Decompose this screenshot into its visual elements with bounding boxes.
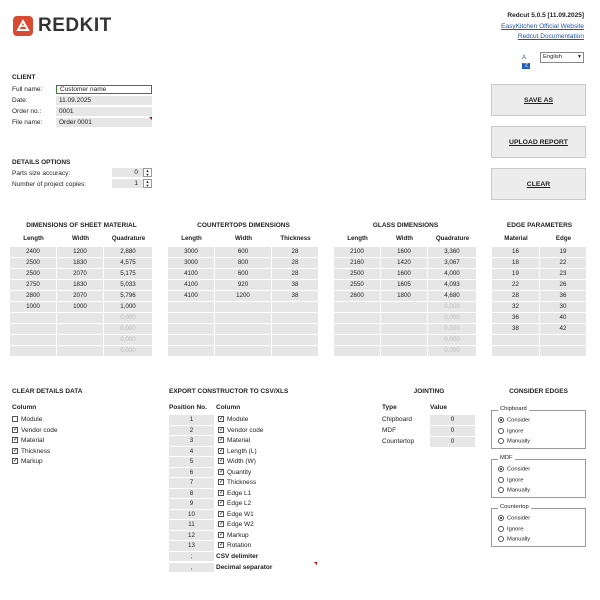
glass-cell: 0,000 [428,324,476,334]
edge-cell[interactable]: 32 [492,302,539,312]
sheet-cell: 0,000 [104,313,152,323]
edge-option-radio[interactable] [498,438,530,445]
countertops-title: COUNTERTOPS DIMENSIONS [197,222,290,229]
export-column-option[interactable] [218,479,256,486]
sheet-cell[interactable]: 1000 [10,302,56,312]
sheet-column-header: Quadrature [111,235,146,242]
jointing-value-input[interactable]: 0 [430,426,475,436]
countertops-cell[interactable] [168,335,214,345]
stepper-arrows-icon[interactable]: ▲ ▼ [143,179,152,188]
export-column-label: Thickness [227,479,257,486]
sheet-cell[interactable]: 2400 [10,247,56,257]
edge-cell[interactable]: 19 [492,269,539,279]
countertops-cell[interactable]: 28 [272,258,318,268]
official-website-link[interactable]: EasyKitchen Official Website [501,23,584,30]
edge-option-radio[interactable] [498,487,530,494]
edge-option-radio[interactable] [498,466,530,473]
edge-option-radio[interactable] [498,417,530,424]
accuracy-stepper[interactable] [112,168,152,177]
decimal-separator-label: Decimal separator [216,563,273,571]
comment-marker [314,562,317,565]
export-column-label: Edge L1 [227,489,252,497]
export-column-label: Vendor code [227,426,264,434]
checkbox-checked-icon[interactable]: ✓ [13,447,19,454]
countertops-cell[interactable] [215,324,271,334]
clear-details-title: CLEAR DETAILS DATA [12,388,83,395]
countertops-cell[interactable] [168,324,214,334]
save-as-button[interactable]: SAVE AS [491,84,586,116]
checkbox-checked-icon[interactable]: ✓ [219,416,225,423]
radio-selected-icon[interactable] [498,417,504,423]
export-position-cell[interactable]: 3 [169,436,214,446]
consider-edges-group [491,455,586,498]
radio-unselected-icon[interactable] [498,428,504,434]
stepper-arrows-icon[interactable]: ▲ ▼ [143,168,152,177]
sheet-column-header: Length [23,235,44,242]
glass-column-header: Quadrature [435,235,470,242]
export-column-option[interactable] [218,469,251,476]
sheet-cell[interactable]: 1200 [57,247,103,257]
countertops-column-header: Length [181,235,202,242]
documentation-link[interactable]: Redcut Documentation [517,33,584,40]
export-column-label: Edge W1 [227,510,254,518]
edge-option-radio[interactable] [498,536,530,543]
glass-cell[interactable]: 1600 [381,269,427,279]
sheet-cell: 4,575 [104,258,152,268]
glass-cell: 0,000 [428,302,476,312]
edge-cell[interactable]: 36 [492,313,539,323]
client-field-input[interactable]: Customer name [56,85,152,94]
clear-option-label: Markup [21,458,43,465]
edge-cell[interactable]: 19 [540,247,586,257]
export-position-cell[interactable]: 11 [169,520,214,530]
countertops-cell[interactable]: 800 [215,258,271,268]
clear-option-label: Thickness [21,447,51,455]
client-label: File name: [12,119,43,126]
export-position-cell[interactable]: 13 [169,541,214,551]
clear-option-label: Module [21,416,43,423]
edge-option-label: Manually [507,438,531,445]
group-legend: Countertop [500,504,529,510]
edge-cell[interactable]: 26 [540,280,586,290]
checkbox-checked-icon[interactable]: ✓ [219,437,225,444]
glass-cell: 3,067 [428,258,476,268]
clear-option-label: Material [21,437,45,444]
glass-cell: 0,000 [428,335,476,345]
sheet-cell: 0,000 [104,324,152,334]
radio-selected-icon[interactable] [498,515,504,521]
accuracy-value: 0 [134,169,138,176]
comment-marker [149,117,152,120]
glass-cell[interactable]: 1605 [381,280,427,290]
countertops-cell[interactable]: 600 [215,269,271,279]
glass-title: GLASS DIMENSIONS [372,222,439,229]
export-column-label: Quantity [227,468,252,476]
sheet-cell[interactable]: 2070 [57,269,103,279]
edge-cell[interactable]: 28 [492,291,539,301]
edge-cell[interactable]: 30 [540,302,586,312]
sheet-cell[interactable] [57,324,103,334]
redkit-logo-icon [12,15,34,37]
edge-column-header: Edge [555,235,572,242]
client-field-input[interactable]: 11.09.2025 [56,96,152,105]
jointing-type-label: Countertop [382,438,415,445]
glass-cell: 4,000 [428,269,476,279]
export-column-option[interactable] [218,490,251,497]
export-column-label: Edge W2 [227,521,254,528]
countertops-cell[interactable] [272,302,318,312]
accuracy-label: Parts size accuracy: [12,170,71,177]
export-position-cell[interactable]: 10 [169,510,214,520]
export-position-cell[interactable]: 2 [169,426,214,436]
export-column-option[interactable] [218,542,251,549]
chevron-down-icon: ▼ [577,54,582,60]
edge-title: EDGE PARAMETERS [506,222,573,229]
export-column-label: Material [227,437,251,444]
export-column-option[interactable] [218,511,254,518]
glass-cell: 4,680 [428,291,476,301]
client-title: CLIENT [12,74,36,81]
export-position-cell[interactable]: 5 [169,457,214,467]
radio-unselected-icon[interactable] [498,477,504,483]
export-column-option[interactable] [218,437,250,444]
edge-cell[interactable] [492,346,539,356]
csv-delimiter-input[interactable]: ; [169,552,214,562]
checkbox-unchecked-icon[interactable] [12,416,18,422]
sheet-cell[interactable]: 2800 [10,291,56,301]
edge-cell[interactable]: 38 [492,324,539,334]
edge-option-radio[interactable] [498,526,523,533]
glass-cell[interactable]: 2100 [334,247,380,257]
glass-cell[interactable]: 2500 [334,269,380,279]
export-column-option[interactable] [218,500,251,507]
edge-cell[interactable]: 16 [492,247,539,257]
edge-cell[interactable]: 22 [540,258,586,268]
radio-selected-icon[interactable] [498,466,504,472]
sheet-cell: 5,175 [104,269,152,279]
clear-option[interactable] [12,427,58,434]
edge-option-label: Ignore [507,428,524,435]
sheet-cell[interactable]: 1830 [57,280,103,290]
glass-cell[interactable]: 2600 [334,291,380,301]
sheet-cell: 5,796 [104,291,152,301]
countertops-column-header: Thickness [280,235,311,242]
export-column-label: Module [227,416,249,423]
export-column-option[interactable] [218,532,249,539]
edge-option-label: Consider [507,466,531,473]
edge-option-label: Consider [507,417,531,424]
checkbox-checked-icon[interactable]: ✓ [219,489,225,496]
version-label: Redcut 5.0.5 [11.09.2025] [507,12,584,19]
edge-cell[interactable] [540,335,586,345]
countertops-cell[interactable] [215,302,271,312]
export-column-label: Length (L) [227,447,257,455]
edge-cell[interactable]: 23 [540,269,586,279]
edge-cell[interactable]: 42 [540,324,586,334]
checkbox-checked-icon[interactable]: ✓ [219,500,225,507]
jointing-title: JOINTING [413,388,445,395]
countertops-cell[interactable]: 4100 [168,269,214,279]
sheet-cell[interactable]: 1000 [57,302,103,312]
sheet-cell: 2,880 [104,247,152,257]
group-legend: Chipboard [500,406,527,412]
export-column-option[interactable] [218,458,256,465]
checkbox-checked-icon[interactable]: ✓ [219,447,225,454]
countertops-cell[interactable]: 28 [272,247,318,257]
group-legend: MDF [500,455,513,461]
glass-column-header: Length [347,235,368,242]
sheet-cell[interactable]: 1830 [57,258,103,268]
edge-option-label: Ignore [507,477,524,484]
sheet-cell: 1,000 [104,302,152,312]
countertops-cell[interactable] [272,335,318,345]
edge-column-header: Material [504,235,528,242]
checkbox-checked-icon[interactable]: ✓ [219,521,225,528]
countertops-cell[interactable] [215,346,271,356]
clear-option[interactable] [12,416,42,423]
sheet-cell[interactable] [10,346,56,356]
glass-column-header: Width [395,235,414,242]
edge-option-label: Manually [507,536,531,543]
glass-cell[interactable] [334,324,380,334]
checkbox-checked-icon[interactable]: ✓ [219,542,225,549]
export-column-option[interactable] [218,427,264,434]
logo-text: REDKIT [38,15,112,36]
radio-unselected-icon[interactable] [498,526,504,532]
sheet-cell[interactable]: 2070 [57,291,103,301]
upload-report-button[interactable]: UPLOAD REPORT [491,126,586,158]
jointing-value-input[interactable]: 0 [430,415,475,425]
export-position-cell[interactable]: 7 [169,478,214,488]
checkbox-checked-icon[interactable]: ✓ [13,426,19,433]
countertops-cell[interactable]: 600 [215,247,271,257]
export-position-header: Position No. [169,404,207,411]
glass-cell: 0,000 [428,313,476,323]
language-select[interactable]: English ▼ [540,52,584,63]
sheet-cell[interactable]: 2750 [10,280,56,290]
edge-cell[interactable]: 18 [492,258,539,268]
export-column-option[interactable] [218,521,254,528]
jointing-value-header: Value [430,404,447,411]
glass-cell[interactable] [334,346,380,356]
glass-cell[interactable] [381,302,427,312]
export-position-cell[interactable]: 1 [169,415,214,425]
glass-cell[interactable]: 2160 [334,258,380,268]
countertops-cell[interactable] [215,335,271,345]
details-options-title: DETAILS OPTIONS [12,159,71,166]
decimal-separator-input[interactable]: , [169,563,214,573]
checkbox-checked-icon[interactable]: ✓ [219,468,225,475]
client-field-input[interactable]: 0001 [56,107,152,116]
export-position-cell[interactable]: 4 [169,447,214,457]
glass-cell[interactable] [381,346,427,356]
edge-cell[interactable]: 40 [540,313,586,323]
export-column-label: Edge L2 [227,500,252,507]
countertops-cell[interactable]: 1200 [215,291,271,301]
clear-option[interactable] [12,448,50,455]
countertops-cell[interactable]: 920 [215,280,271,290]
glass-cell: 0,000 [428,346,476,356]
countertops-column-header: Width [234,235,253,242]
edge-cell[interactable] [492,335,539,345]
export-column-label: Rotation [227,542,252,549]
clear-option[interactable] [12,458,43,465]
jointing-type-header: Type [382,404,397,411]
edge-option-radio[interactable] [498,515,530,522]
edge-cell[interactable]: 22 [492,280,539,290]
export-column-header: Column [216,404,241,411]
sheet-cell[interactable] [57,335,103,345]
client-label: Date: [12,97,28,104]
checkbox-checked-icon[interactable]: ✓ [13,437,19,444]
csv-delimiter-label: CSV delimiter [216,552,259,560]
clear-column-header: Column [12,404,37,411]
checkbox-checked-icon[interactable]: ✓ [13,458,19,465]
export-title: EXPORT CONSTRUCTOR TO CSV/XLS [169,388,289,395]
sheet-cell: 0,000 [104,346,152,356]
countertops-cell[interactable] [168,346,214,356]
sheet-cell: 5,033 [104,280,152,290]
export-position-cell[interactable]: 8 [169,489,214,499]
countertops-cell[interactable] [272,346,318,356]
glass-cell[interactable]: 1600 [381,247,427,257]
sheet-cell[interactable] [10,313,56,323]
copies-stepper[interactable] [112,179,152,188]
glass-cell: 3,360 [428,247,476,257]
clear-option-label: Vendor code [21,426,58,434]
glass-cell[interactable]: 2550 [334,280,380,290]
checkbox-checked-icon[interactable]: ✓ [219,510,225,517]
countertops-cell[interactable]: 28 [272,269,318,279]
consider-edges-group [491,504,586,547]
glass-cell[interactable] [334,302,380,312]
export-column-label: Width (W) [227,458,256,465]
radio-unselected-icon[interactable] [498,536,504,542]
export-column-option[interactable] [218,448,257,455]
edge-option-label: Manually [507,487,531,494]
countertops-cell[interactable]: 4100 [168,291,214,301]
sheet-cell[interactable]: 2500 [10,269,56,279]
glass-cell[interactable]: 1800 [381,291,427,301]
checkbox-checked-icon[interactable]: ✓ [219,458,225,465]
countertops-cell[interactable]: 38 [272,280,318,290]
edge-cell[interactable]: 36 [540,291,586,301]
consider-edges-title: CONSIDER EDGES [509,388,568,395]
edge-option-label: Consider [507,515,531,522]
countertops-cell[interactable] [272,313,318,323]
glass-cell[interactable] [381,313,427,323]
countertops-cell[interactable]: 3000 [168,247,214,257]
edge-option-radio[interactable] [498,477,523,484]
glass-cell[interactable]: 1420 [381,258,427,268]
checkbox-checked-icon[interactable]: ✓ [219,531,225,538]
copies-label: Number of project copies: [12,181,87,188]
sheet-title: DIMENSIONS OF SHEET MATERIAL [26,222,137,229]
edge-cell[interactable] [540,346,586,356]
jointing-type-label: Chipboard [382,416,412,423]
countertops-cell[interactable] [215,313,271,323]
client-label: Order no.: [12,108,42,115]
sheet-column-header: Width [71,235,90,242]
export-position-cell[interactable]: 9 [169,499,214,509]
logo [12,15,112,37]
sheet-cell[interactable] [10,335,56,345]
countertops-cell[interactable] [168,313,214,323]
sheet-cell: 0,000 [104,335,152,345]
sheet-cell[interactable] [57,313,103,323]
export-column-option[interactable] [218,416,248,423]
client-field-input[interactable]: Order 0001 [56,118,152,127]
language-selector[interactable] [522,52,584,69]
glass-cell: 4,093 [428,280,476,290]
glass-cell[interactable] [334,313,380,323]
countertops-cell[interactable]: 38 [272,291,318,301]
sheet-cell[interactable]: 2500 [10,258,56,268]
checkbox-checked-icon[interactable]: ✓ [219,426,225,433]
client-label: Full name: [12,86,43,93]
clear-button[interactable]: CLEAR [491,168,586,200]
export-position-cell[interactable]: 6 [169,468,214,478]
countertops-cell[interactable]: 4100 [168,280,214,290]
export-position-cell[interactable]: 12 [169,531,214,541]
sheet-cell[interactable] [10,324,56,334]
countertops-cell[interactable] [272,324,318,334]
jointing-value-input[interactable]: 0 [430,437,475,447]
checkbox-checked-icon[interactable]: ✓ [219,479,225,486]
sheet-cell[interactable] [57,346,103,356]
glass-cell[interactable] [334,335,380,345]
copies-value: 1 [134,180,138,187]
countertops-cell[interactable]: 3000 [168,258,214,268]
jointing-type-label: MDF [382,427,397,434]
radio-unselected-icon[interactable] [498,438,504,444]
glass-cell[interactable] [381,335,427,345]
translate-icon: A文 [522,54,530,69]
glass-cell[interactable] [381,324,427,334]
radio-unselected-icon[interactable] [498,487,504,493]
edge-option-label: Ignore [507,526,524,533]
countertops-cell[interactable] [168,302,214,312]
consider-edges-group [491,406,586,449]
export-column-label: Markup [227,531,249,539]
edge-option-radio[interactable] [498,428,523,435]
clear-option[interactable] [12,437,44,444]
